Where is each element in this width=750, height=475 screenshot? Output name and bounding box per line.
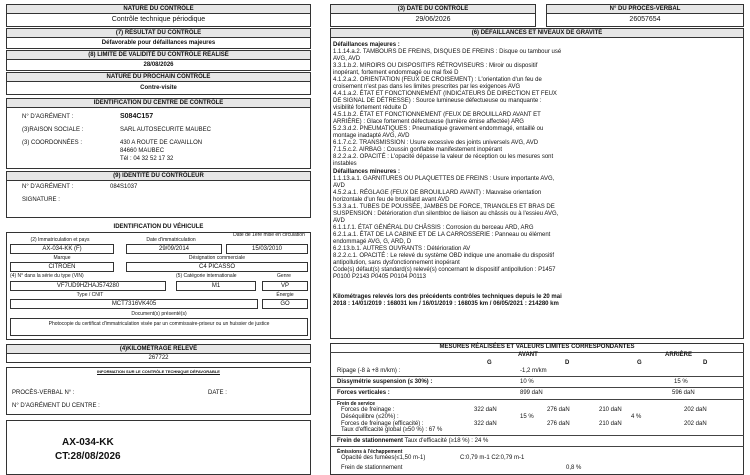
mineure-line: 8.2.2.c.1. OPACITÉ : Le relevé du système OBD indique une anomalie du dispositif [333,253,555,259]
ffe-ar-g: 210 daN [599,421,622,427]
majeure-line: AVG, AVD [333,56,361,62]
info-title: INFORMATION SUR LE CONTRÔLE TECHNIQUE DÉFAVORABLE [97,369,220,374]
mineure-line: 6.2.1.a.1. ÉTAT DE LA CABINE ET DE LA CARROSSERIE : Panneau ou élément [333,232,551,238]
info-pv-label: PROCÈS-VERBAL N° : [12,390,75,396]
majeure-line: 6.1.7.c.2. TRANSMISSION : Usure excessive des joints universels AVG, AVD [333,140,539,146]
centre-coord-line: 430 A ROUTE DE CAVAILLON [120,140,203,146]
immat-value: AX-034-KK (F) [10,244,114,254]
majeure-line: 4.5.1.b.2. ÉTAT ET FONCTIONNEMENT (FEUX DE BROUILLARD AVANT ET [333,112,541,118]
ff-eff-label: Forces de freinage (efficacité) : [341,421,424,427]
nature-value: Contrôle technique périodique [6,13,311,27]
col-g: G [637,360,642,366]
result-label: (7) RÉSULTAT DU CONTRÔLE [6,28,311,38]
divider [330,446,744,447]
centre-raison-value: SARL AUTOSECURITE MAUBEC [120,127,212,133]
deseq-av: 15 % [520,414,534,420]
forces-vert-label: Forces verticales : [337,390,390,396]
cut-label: Frein de stationnement [341,465,403,471]
majeure-line: croisement n'est pas dans les limites prescrites par les exigences AVG [333,84,521,90]
mineure-line: 6.2.13.b.1. AUTRES OUVRANTS : Détérioration AV [333,246,471,252]
km-history [333,294,738,308]
divider [330,387,744,388]
col-g: G [487,360,492,366]
majeure-line: 3.3.1.b.2. MIROIRS OU DISPOSITIFS RÉTROVISEURS : Miroir ou dispositif [333,63,538,69]
frein-service-label: Frein de service [337,401,376,407]
dissym-av: 10 % [520,379,534,385]
mineures-list [333,176,738,281]
immat-label: (2) Immatriculation et pays [30,237,90,243]
desequilibre-label: Déséquilibre (≤20%) : [341,414,399,420]
cnit-label: Type / CNIT [76,292,104,298]
ff-av-d: 276 daN [547,407,570,413]
defaillances-title: (6) DÉFAILLANCES ET NIVEAUX DE GRAVITÉ [330,28,744,38]
mineure-line: AVD [333,183,345,189]
categorie-label: (5) Catégorie internationale [176,273,237,279]
sticker-plate: AX-034-KK [62,437,114,448]
mineure-line: SUSPENSION : Détérioration d'un silentbloc de liaison au châssis ou à l'essieu AVG, [333,211,559,217]
majeure-line: instables [333,161,357,167]
energie-value: GO [262,299,308,309]
docs-value: Photocopie du certificat d'immatriculation visée par un commissaire-priseur ou un huissier de justice [10,318,308,336]
arriere-header: ARRIÈRE [665,352,693,358]
stationnement [337,438,488,445]
km-label: (4)KILOMÉTRAGE RELEVÉ [6,344,311,354]
result-value: Défavorable pour défaillances majeures [6,37,311,49]
col-d: D [703,360,708,366]
mineure-line: AVD [333,218,345,224]
date-mise-value: 15/03/2010 [226,244,308,254]
majeures-list [333,49,738,168]
taux-label: Taux d'efficacité global (≥50 %) : 67 % [341,427,443,433]
controleur-agrement-label: N° D'AGRÉMENT : [22,184,74,190]
pv-label: N° DU PROCÈS-VERBAL [546,4,744,14]
majeure-line: 4.1.2.a.2. ORIENTATION (FEUX DE CROISEMENT) : L'orientation d'un feu de [333,77,542,83]
mesures-title: MESURES RÉALISÉES ET VALEURS LIMITES CORRESPONDANTES [439,344,635,350]
majeure-line: 5.2.3.d.2. PNEUMATIQUES : Pneumatique gravement endommagé, entaillé ou [333,126,544,132]
ripage-value: -1,2 m/km [520,368,547,374]
cnit-value: MCT7316VK405 [10,299,258,309]
mineures-title: Défaillances mineures : [333,169,401,175]
categorie-value: M1 [176,281,256,291]
vin-label: (4) N° dans la série du type (VIN) [10,273,84,279]
ff-ar-d: 202 daN [684,407,707,413]
cut-value: 0,8 % [566,465,582,471]
nature-label: NATURE DU CONTRÔLE [6,4,311,14]
marque-value: CITROEN [10,262,114,272]
majeure-line: inopérant, fortement endommagé ou mal fixé D [333,70,459,76]
divider [330,376,744,377]
mineure-line: P0100 P2143 P0405 P0104 P0113 [333,274,426,280]
mineure-line: antipollution, sans dysfonctionnement inopérant [333,260,460,266]
validity-label: (8) LIMITE DE VALIDITÉ DU CONTRÔLE RÉALISÉ [6,50,311,60]
centre-title: IDENTIFICATION DU CENTRE DE CONTRÔLE [6,98,311,108]
stationnement-value: Taux d'efficacité (≥18 %) : 24 % [404,438,489,444]
energie-label: Énergie [276,292,294,298]
ffe-av-g: 322 daN [474,421,497,427]
centre-coord-line: Tél : 04 32 52 17 32 [120,156,174,162]
majeure-line: montage inadapté AVG, AVD [333,133,410,139]
opacite-label: Opacité des fumées(≤1,50 m-1) [341,455,426,461]
centre-coord-label: (3) COORDONNÉES : [22,140,83,146]
designation-value: C4 PICASSO [126,262,308,272]
majeure-line: visibilité fortement réduite D [333,105,408,111]
col-d: D [565,360,570,366]
controleur-agrement-value: 084S1037 [110,184,138,190]
dissym-ar: 15 % [674,379,688,385]
mineure-line: horizontale d'un feu de brouillard avant AVD [333,197,450,203]
date-mise-label: Date de 1ère mise en circulation [233,232,305,238]
ff-ar-g: 210 daN [599,407,622,413]
km-history-line: Kilométrages relevés lors des précédents contrôles techniques depuis le 20 mai [333,294,562,300]
majeure-line: DE SIGNAL DE DÉTRESSE) : Source lumineuse défectueuse ou manquante : [333,98,542,104]
next-control-label: NATURE DU PROCHAIN CONTRÔLE [6,72,311,82]
dissym-label: Dissymétrie suspension (≤ 30%) : [337,379,433,385]
date-immat-value: 29/09/2014 [126,244,222,254]
mineure-line: 5.3.3.a.1. TUBES DE POUSSÉE, JAMBES DE FORCE, TRIANGLES ET BRAS DE [333,204,555,210]
majeure-line: 4.4.1.a.2. ÉTAT ET FONCTIONNEMENT (INDICATEURS DE DIRECTION ET FEUX [333,91,557,97]
genre-value: VP [262,281,308,291]
divider [330,435,744,436]
deseq-ar: 4 % [631,414,642,420]
validity-value: 28/08/2026 [6,59,311,71]
divider [330,399,744,400]
majeure-line: 8.2.2.a.2. OPACITÉ : L'opacité dépasse la valeur de réception ou les mesures sont [333,154,554,160]
info-agrement-label: N° D'AGRÉMENT DU CENTRE : [12,403,100,409]
ff-av-g: 322 daN [474,407,497,413]
next-control-value: Contre-visite [6,81,311,95]
mineure-line: endommagé AVG, G, ARD, D [333,239,412,245]
mineure-line: 1.1.13.a.1. GARNITURES OU PLAQUETTES DE FREINS : Usure importante AVG, [333,176,555,182]
date-immat-label: Date d'immatriculation [146,237,196,243]
km-value: 267722 [6,353,311,363]
controleur-title: (9) IDENTITÉ DU CONTRÔLEUR [6,171,311,181]
majeure-line: 7.1.5.c.2. AIRBAG : Coussin gonflable manifestement inopérant [333,147,503,153]
ffe-ar-d: 202 daN [684,421,707,427]
forces-vert-av: 899 daN [520,390,543,396]
emissions-label: Émissions à l'échappement [337,449,403,455]
date-label: (3) DATE DU CONTRÔLE [330,4,536,14]
clipped-title [6,0,67,2]
forces-freinage-label: Forces de freinage : [341,407,395,413]
forces-vert-ar: 596 daN [672,390,695,396]
marque-label: Marque [53,255,71,261]
ripage-label: Ripage (-8 à +8 m/km) : [337,368,401,374]
mineure-line: Code(s) défaut(s) standard(s) relevé(s) concernant le dispositif antipollution : P1457 [333,267,556,273]
designation-label: Désignation commerciale [188,255,246,261]
avant-header: AVANT [518,352,538,358]
km-history-line: 2018 : 14/01/2019 : 168031 km / 16/01/2019 : 168035 km / 06/05/2021 : 214280 km [333,301,559,307]
sticker-ct: CT:28/08/2026 [55,451,121,462]
opacite-value: C:0,79 m-1 C2:0,79 m-1 [460,455,525,461]
majeure-line: ARRIÈRE) : Glace fortement défectueuse (lumière émise affectée) ARG [333,119,524,125]
info-date-label: DATE : [208,390,227,396]
mineure-line: 6.1.1.f.1. ÉTAT GÉNÉRAL DU CHÂSSIS : Corrosion du berceau ARD, ARG [333,225,534,231]
vin-value: VF7UD9HZHAJ574280 [10,281,166,291]
centre-coord-line: 84660 MAUBEC [120,148,165,154]
genre-label: Genre [277,273,291,279]
sticker-box [6,420,311,475]
vehicule-title: IDENTIFICATION DU VÉHICULE [113,224,204,230]
signature-label: SIGNATURE : [22,197,60,203]
pv-value: 26057654 [546,13,744,27]
ffe-av-d: 276 daN [547,421,570,427]
centre-agrement-label: N° D'AGRÉMENT : [22,114,74,120]
centre-agrement-value: S084C157 [120,113,154,120]
mineure-line: 4.5.2.a.1. RÉGLAGE (FEUX DE BROUILLARD AVANT) : Mauvaise orientation [333,190,542,196]
stationnement-label: Frein de stationnement [337,438,404,444]
majeures-title: Défaillances majeures : [333,42,400,48]
majeure-line: 1.1.14.a.2. TAMBOURS DE FREINS, DISQUES DE FREINS : Disque ou tambour usé [333,49,562,55]
date-value: 29/06/2026 [330,13,536,27]
centre-raison-label: (3)RAISON SOCIALE : [22,127,84,133]
docs-label: Document(s) présenté(s) [131,311,187,317]
